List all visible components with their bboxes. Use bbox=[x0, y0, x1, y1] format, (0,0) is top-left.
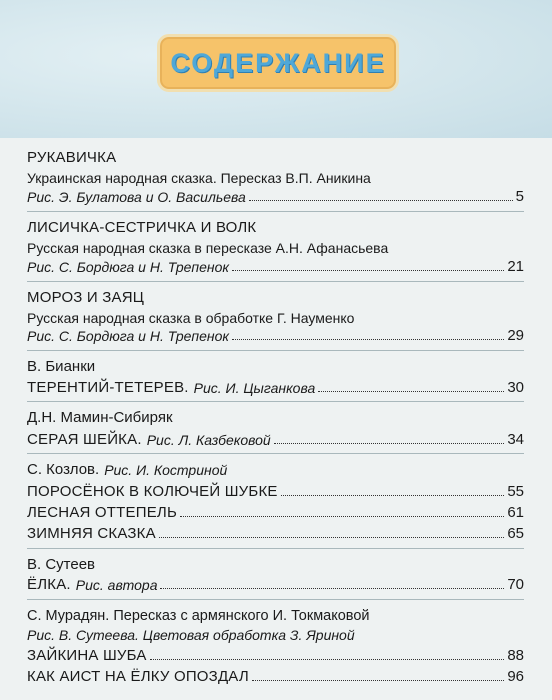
dot-leader bbox=[150, 658, 505, 660]
toc-entry-illustrator-line[interactable]: Рис. С. Бордюга и Н. Трепенок 21 bbox=[27, 258, 524, 275]
dot-leader bbox=[274, 442, 505, 444]
divider bbox=[27, 281, 524, 282]
toc-entry-title-line[interactable]: ЁЛКА. Рис. автора 70 bbox=[27, 576, 524, 593]
toc-entry-title[interactable]: ЛИСИЧКА-СЕСТРИЧКА И ВОЛК bbox=[27, 219, 257, 236]
dot-leader bbox=[249, 199, 513, 201]
divider bbox=[27, 401, 524, 402]
toc-entry-illustrator-line[interactable]: Рис. С. Бордюга и Н. Трепенок 29 bbox=[27, 327, 524, 344]
divider bbox=[27, 548, 524, 549]
toc-entry-title-line[interactable]: ЗИМНЯЯ СКАЗКА 65 bbox=[27, 525, 524, 542]
page-number: 88 bbox=[507, 647, 524, 664]
toc-entry-author: С. Козлов. Рис. И. Костриной bbox=[27, 461, 228, 478]
toc-entry-illustrator-line[interactable]: Рис. Э. Булатова и О. Васильева 5 bbox=[27, 188, 524, 205]
page-number: 55 bbox=[507, 483, 524, 500]
toc-entry-title-line[interactable]: ЗАЙКИНА ШУБА 88 bbox=[27, 647, 524, 664]
page-number: 70 bbox=[507, 576, 524, 593]
divider bbox=[27, 453, 524, 454]
toc-entry-illustrator: Рис. В. Сутеева. Цветовая обработка З. Яриной bbox=[27, 627, 355, 643]
toc-entry-subtitle: Украинская народная сказка. Пересказ В.П. Аникина bbox=[27, 170, 371, 186]
dot-leader bbox=[232, 269, 504, 271]
page-number: 96 bbox=[507, 668, 524, 685]
page-number: 5 bbox=[515, 188, 524, 205]
page-number: 30 bbox=[507, 379, 524, 396]
toc-entry-title-line[interactable]: ТЕРЕНТИЙ-ТЕТЕРЕВ. Рис. И. Цыганкова 30 bbox=[27, 379, 524, 396]
divider bbox=[27, 599, 524, 600]
toc-entry-title-line[interactable]: ЛЕСНАЯ ОТТЕПЕЛЬ 61 bbox=[27, 504, 524, 521]
divider bbox=[27, 211, 524, 212]
toc-entry-subtitle: Русская народная сказка в обработке Г. Науменко bbox=[27, 310, 355, 326]
page-number: 61 bbox=[507, 504, 524, 521]
toc-entry-title[interactable]: РУКАВИЧКА bbox=[27, 149, 117, 166]
dot-leader bbox=[180, 515, 504, 517]
page-number: 29 bbox=[507, 327, 524, 344]
toc-entry-title-line[interactable]: КАК АИСТ НА ЁЛКУ ОПОЗДАЛ 96 bbox=[27, 668, 524, 685]
dot-leader bbox=[160, 587, 504, 589]
dot-leader bbox=[281, 494, 505, 496]
toc-entry-title[interactable]: МОРОЗ И ЗАЯЦ bbox=[27, 289, 145, 306]
dot-leader bbox=[318, 390, 504, 392]
dot-leader bbox=[252, 679, 504, 681]
toc-entry-title-line[interactable]: СЕРАЯ ШЕЙКА. Рис. Л. Казбековой 34 bbox=[27, 431, 524, 448]
page-number: 34 bbox=[507, 431, 524, 448]
dot-leader bbox=[232, 338, 504, 340]
toc-entry-author: В. Сутеев bbox=[27, 556, 96, 573]
toc-entry-title-line[interactable]: ПОРОСЁНОК В КОЛЮЧЕЙ ШУБКЕ 55 bbox=[27, 483, 524, 500]
dot-leader bbox=[159, 536, 505, 538]
title-plate bbox=[157, 34, 399, 92]
toc-entry-author: С. Мурадян. Пересказ с армянского И. Токмаковой bbox=[27, 608, 370, 624]
divider bbox=[27, 350, 524, 351]
toc-entry-author: Д.Н. Мамин-Сибиряк bbox=[27, 409, 173, 426]
toc-entry-author: В. Бианки bbox=[27, 358, 96, 375]
page-title: СОДЕРЖАНИЕ bbox=[170, 47, 386, 78]
page-number: 21 bbox=[507, 258, 524, 275]
toc-entry-subtitle: Русская народная сказка в пересказе А.Н. Афанасьева bbox=[27, 240, 389, 256]
page-number: 65 bbox=[507, 525, 524, 542]
